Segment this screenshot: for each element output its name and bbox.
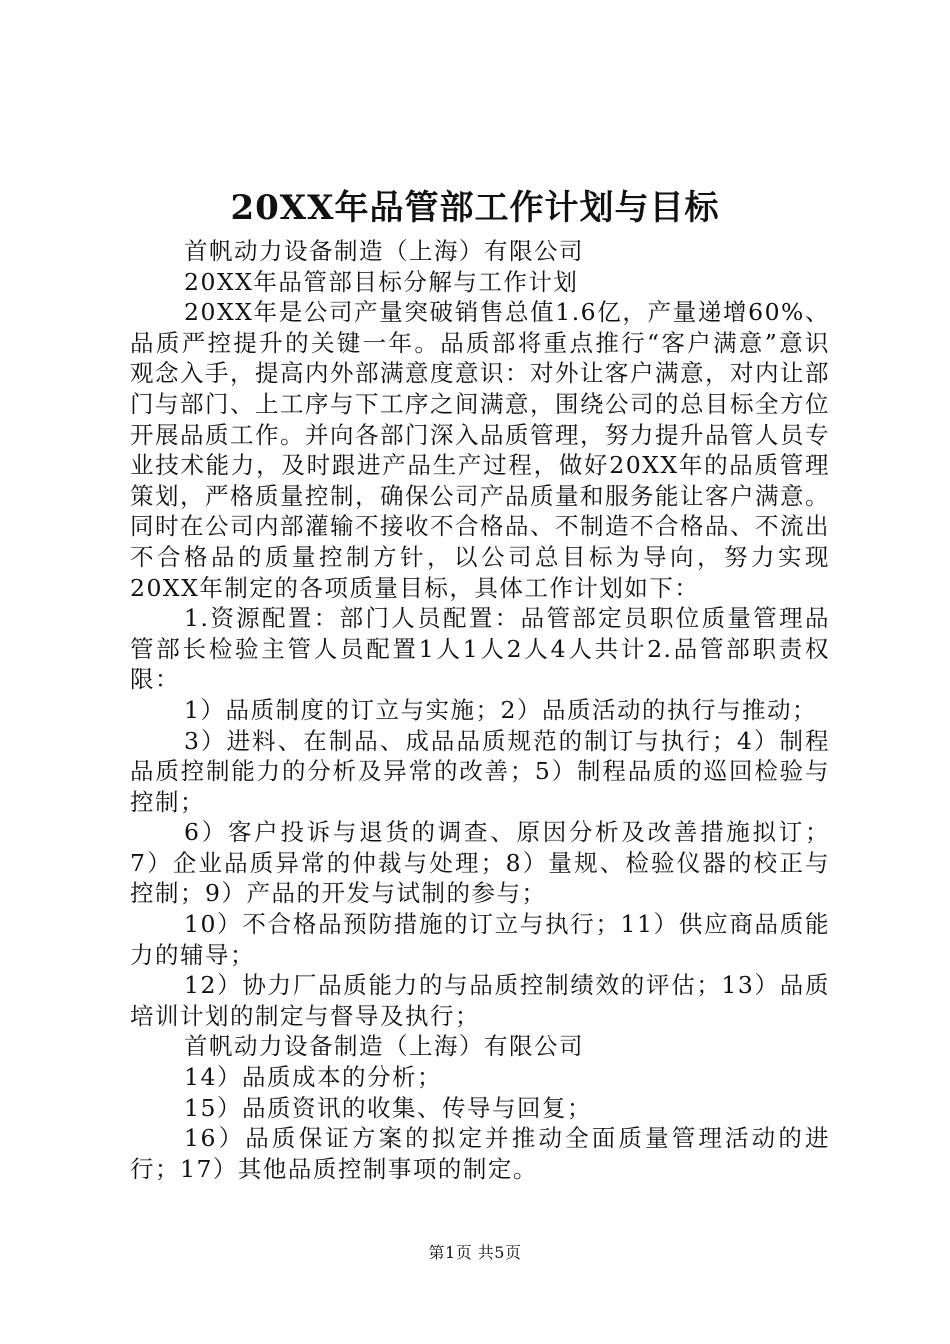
duty-paragraph-8: 16）品质保证方案的拟定并推动全面质量管理活动的进行；17）其他品质控制事项的制定。 xyxy=(130,1124,830,1183)
duty-paragraph-5: 12）协力厂品质能力的与品质控制绩效的评估；13）品质培训计划的制定与督导及执行； xyxy=(130,971,830,1030)
duty-paragraph-6: 14）品质成本的分析； xyxy=(184,1063,442,1092)
document-body xyxy=(130,236,830,1184)
company-name: 首帆动力设备制造（上海）有限公司 xyxy=(184,237,585,265)
duty-paragraph-7: 15）品质资讯的收集、传导与回复； xyxy=(184,1093,592,1122)
plan-subtitle: 20XX年品管部目标分解与工作计划 xyxy=(184,267,579,296)
duty-paragraph-2: 3）进料、在制品、成品品质规范的制订与执行；4）制程品质控制能力的分析及异常的改善；5）制程品质的巡回检验与控制； xyxy=(130,726,830,816)
duty-paragraph-4: 10）不合格品预防措施的订立与执行；11）供应商品质能力的辅导； xyxy=(130,910,830,969)
resource-paragraph: 1.资源配置：部门人员配置：品管部定员职位质量管理品管部长检验主管人员配置1人1人2人4人共计2.品管部职责权限： xyxy=(130,604,830,694)
page-number-footer: 第1页 共5页 xyxy=(428,1243,522,1262)
duty-paragraph-3: 6）客户投诉与退货的调查、原因分析及改善措施拟订；7）企业品质异常的仲裁与处理；8）量规、检验仪器的校正与控制；9）产品的开发与试制的参与； xyxy=(130,818,830,908)
company-name-repeat: 首帆动力设备制造（上海）有限公司 xyxy=(184,1032,585,1061)
duty-paragraph-1: 1）品质制度的订立与实施；2）品质活动的执行与推动； xyxy=(184,695,817,724)
intro-paragraph: 20XX年是公司产量突破销售总值1.6亿，产量递增60%、品质严控提升的关键一年。品质部将重点推行“客户满意”意识观念入手，提高内外部满意度意识：对外让客户满意，对内让部门与部门、上工序与下工序之间满意，围绕公司的总目标全方位开展品质工作。并向各部门深入品质管理，努力提升品管人员专业技术能力，及时跟进产品生产过程，做好20XX年的品质管理策划，严格质量控制，确保公司产品质量和服务能让客户满意。同时在公司内部灌输不接收不合格品、不制造不合格品、不流出不合格品的质量控制方针，以公司总目标为导向，努力实现20XX年制定的各项质量目标，具体工作计划如下： xyxy=(130,298,830,602)
document-title: 20XX年品管部工作计划与目标 xyxy=(230,188,720,228)
